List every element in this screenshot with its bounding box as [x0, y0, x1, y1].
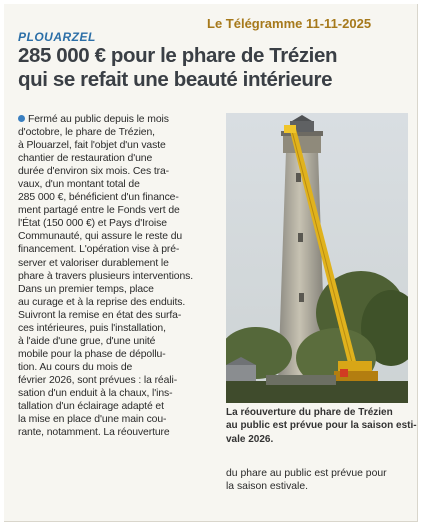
body-line: ces intérieures, puis l'installation, — [18, 322, 166, 334]
body-line: Communauté, qui assure le reste du — [18, 231, 183, 243]
body-line: mobile pour la phase de dépollu- — [18, 348, 166, 360]
newspaper-source: Le Télégramme 11-11-2025 — [207, 16, 372, 31]
body-line: 285 000 €, bénéficient d'un finance- — [18, 192, 179, 204]
body-line: phare à travers plusieurs interventions. — [18, 270, 194, 282]
body-line: sation d'un enduit à la chaux, l'ins- — [18, 387, 173, 399]
bullet-icon — [18, 115, 25, 122]
caption-line: au public est prévue pour la saison esti- — [226, 420, 417, 432]
newspaper-clipping — [4, 4, 418, 522]
photo-caption — [226, 406, 417, 446]
body-line: au curage et à la reprise des enduits. — [18, 296, 186, 308]
article-continuation — [226, 467, 412, 493]
location-kicker: PLOUARZEL — [18, 30, 96, 44]
body-line: financement. L'opération vise à pré- — [18, 244, 180, 256]
body-line — [18, 113, 208, 126]
body-line: à l'aide d'une grue, d'une unité — [18, 335, 156, 347]
body-line: rante, notamment. La réouverture — [18, 427, 170, 439]
body-line: la mise en place d'une main cou- — [18, 414, 167, 426]
article-body — [18, 113, 208, 439]
body-line: ment partagé entre le Fonds vert de — [18, 205, 180, 217]
body-line: Dans un premier temps, place — [18, 283, 154, 295]
body-line: server et valoriser durablement le — [18, 257, 169, 269]
caption-line: vale 2026. — [226, 433, 274, 445]
body-line: tion. Au cours du mois de — [18, 361, 133, 373]
continuation-line: du phare au public est prévue pour — [226, 468, 387, 479]
headline-line: 285 000 € pour le phare de Trézien — [18, 44, 338, 67]
body-line: chantier de restauration d'une — [18, 153, 153, 165]
body-line: durée d'environ six mois. Ces tra- — [18, 166, 170, 178]
body-text: Fermé au public depuis le mois — [28, 114, 169, 125]
body-line: d'octobre, le phare de Trézien, — [18, 127, 155, 139]
article-headline — [18, 44, 410, 92]
continuation-line: la saison estivale. — [226, 481, 309, 492]
body-line: à Plouarzel, fait l'objet d'un vaste — [18, 140, 166, 152]
body-line: vaux, d'un montant total de — [18, 179, 140, 191]
body-line: Suivront la remise en état des surfa- — [18, 309, 182, 321]
body-line: février 2026, sont prévues : la réali- — [18, 374, 178, 386]
headline-line: qui se refait une beauté intérieure — [18, 68, 333, 91]
body-line: l'État (150 000 €) et Pays d'Iroise — [18, 218, 167, 230]
lighthouse-photo — [226, 113, 408, 403]
caption-line: La réouverture du phare de Trézien — [226, 407, 393, 418]
body-line: tallation d'un éclairage adapté et — [18, 401, 164, 413]
